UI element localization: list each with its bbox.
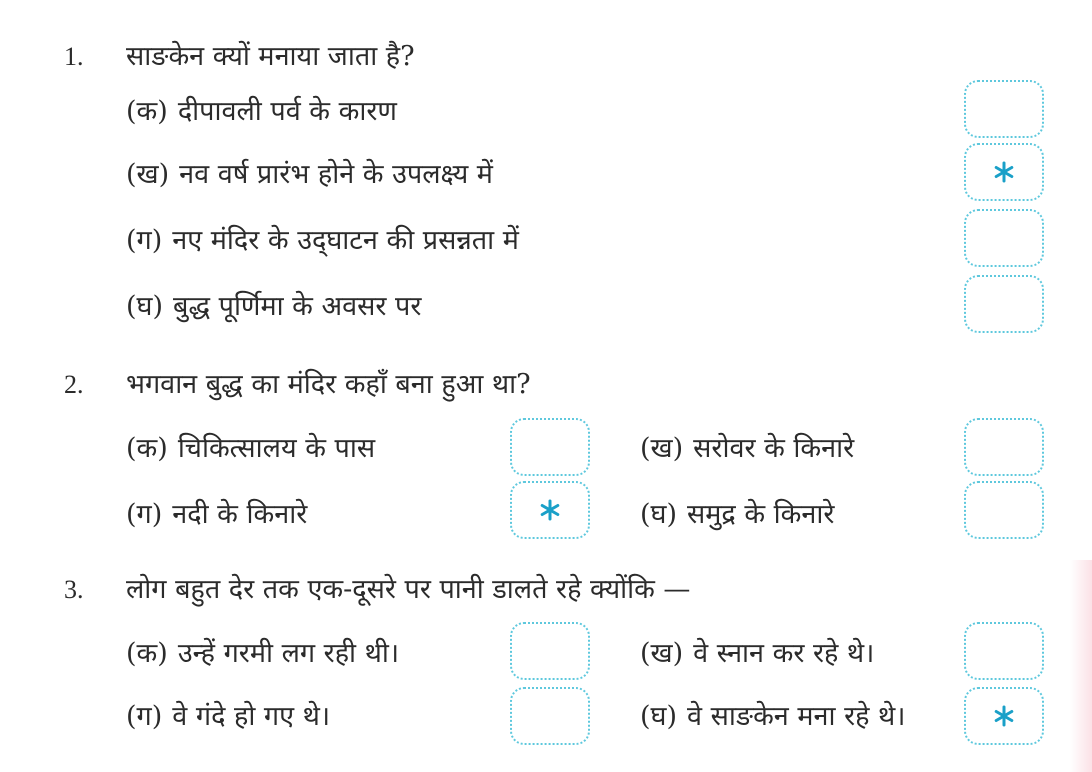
option-text: वे गंदे हो गए थे। <box>172 701 331 732</box>
option-label: (घ) <box>640 701 678 732</box>
question-2-text: भगवान बुद्ध का मंदिर कहाँ बना हुआ था? <box>126 369 531 400</box>
question-1-number: 1. <box>64 42 84 71</box>
option-label: (ख) <box>126 159 170 190</box>
option-text: चिकित्सालय के पास <box>177 433 376 464</box>
q3-answer-box-gha[interactable] <box>964 687 1044 745</box>
q2-answer-box-ka[interactable] <box>510 418 590 476</box>
star-icon <box>993 161 1015 183</box>
star-icon <box>539 499 561 521</box>
q2-option-ga <box>126 498 307 532</box>
option-text: बुद्ध पूर्णिमा के अवसर पर <box>173 291 422 322</box>
question-3-number: 3. <box>64 575 84 604</box>
q3-option-ka <box>126 637 399 671</box>
question-2-number: 2. <box>64 370 84 399</box>
q1-option-kha <box>126 158 493 192</box>
q2-option-kha <box>640 432 854 466</box>
star-icon <box>993 705 1015 727</box>
page-edge-decoration <box>1070 560 1092 772</box>
q1-answer-box-gha[interactable] <box>964 275 1044 333</box>
option-label: (ख) <box>640 638 684 669</box>
option-label: (ग) <box>126 701 163 732</box>
q1-answer-box-ka[interactable] <box>964 80 1044 138</box>
option-text: समुद्र के किनारे <box>687 499 835 530</box>
option-label: (ग) <box>126 499 163 530</box>
option-label: (घ) <box>640 499 678 530</box>
question-3-text: लोग बहुत देर तक एक-दूसरे पर पानी डालते रहे क्योंकि — <box>126 574 691 605</box>
question-1-text: साङकेन क्यों मनाया जाता है? <box>126 41 415 72</box>
option-text: उन्हें गरमी लग रही थी। <box>177 638 400 669</box>
option-label: (क) <box>126 638 168 669</box>
option-text: नव वर्ष प्रारंभ होने के उपलक्ष्य में <box>179 159 493 190</box>
option-label: (ख) <box>640 433 684 464</box>
option-label: (घ) <box>126 291 164 322</box>
option-text: दीपावली पर्व के कारण <box>177 96 397 127</box>
q3-answer-box-ga[interactable] <box>510 687 590 745</box>
q2-answer-box-ga[interactable] <box>510 481 590 539</box>
q3-option-kha <box>640 637 874 671</box>
q1-option-gha <box>126 290 421 324</box>
q1-option-ga <box>126 224 519 258</box>
option-text: वे साङकेन मना रहे थे। <box>687 701 906 732</box>
option-text: नदी के किनारे <box>172 499 308 530</box>
q1-answer-box-ga[interactable] <box>964 209 1044 267</box>
option-text: वे स्नान कर रहे थे। <box>693 638 875 669</box>
q2-answer-box-gha[interactable] <box>964 481 1044 539</box>
q1-option-ka <box>126 95 397 129</box>
option-label: (क) <box>126 433 168 464</box>
q3-option-gha <box>640 700 906 734</box>
q1-answer-box-kha[interactable] <box>964 143 1044 201</box>
q3-option-ga <box>126 700 330 734</box>
option-label: (क) <box>126 96 168 127</box>
option-text: सरोवर के किनारे <box>693 433 855 464</box>
q2-answer-box-kha[interactable] <box>964 418 1044 476</box>
option-label: (ग) <box>126 225 163 256</box>
q2-option-gha <box>640 498 834 532</box>
q3-answer-box-kha[interactable] <box>964 622 1044 680</box>
q2-option-ka <box>126 432 375 466</box>
q3-answer-box-ka[interactable] <box>510 622 590 680</box>
option-text: नए मंदिर के उद्‌घाटन की प्रसन्नता में <box>172 225 519 256</box>
